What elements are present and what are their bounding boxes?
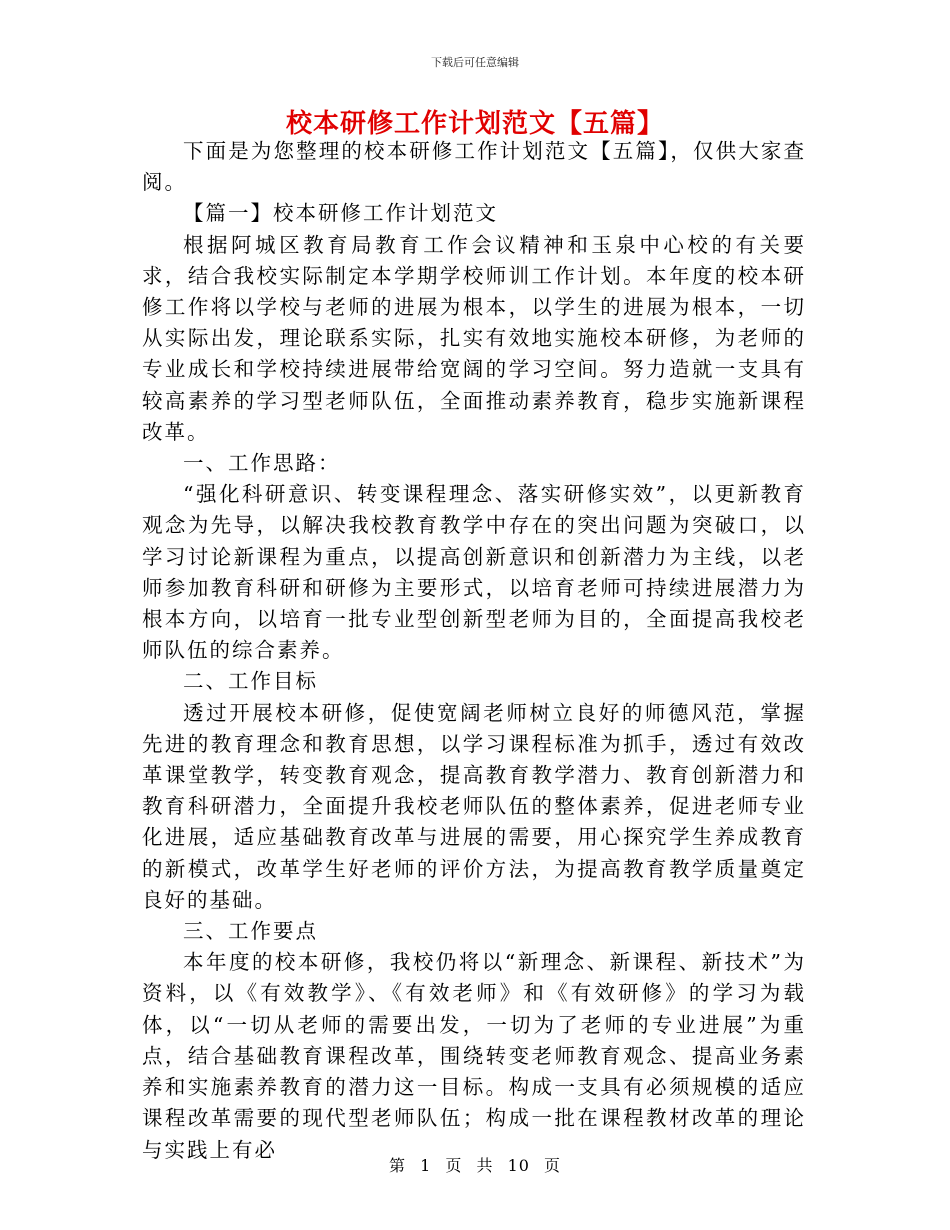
page-total: 10: [507, 1156, 530, 1175]
header-note: 下载后可任意编辑: [431, 56, 519, 69]
footer-middle1: 页: [445, 1156, 463, 1175]
body-paragraph: 本年度的校本研修，我校仍将以“新理念、新课程、新技术”为资料，以《有效教学》、《有效老师》和《有效研修》的学习为载体，以“一切从老师的需要出发，一切为了老师的专业进展”为重点，结合基础教育课程改革，围绕转变老师教育观念、提高业务素养和实施素养教育的潜力这一目标。构成一支具有必须规模的适应课程改革需要的现代型老师队伍；构成一批在课程教材改革的理论与实践上有必: [142, 950, 806, 1162]
body-paragraph: 透过开展校本研修，促使宽阔老师树立良好的师德风范，掌握先进的教育理念和教育思想，以学习课程标准为抓手，透过有效改革课堂教学，转变教育观念，提高教育教学潜力、教育创新潜力和教育科研潜力，全面提升我校老师队伍的整体素养，促进老师专业化进展，适应基础教育改革与进展的需要，用心探究学生养成教育的新模式，改革学生好老师的评价方法，为提高教育教学质量奠定良好的基础。: [142, 700, 806, 912]
footer-suffix: 页: [544, 1156, 562, 1175]
section-heading: 三、工作要点: [183, 919, 318, 944]
section-heading-part-one: 【篇一】校本研修工作计划范文: [183, 201, 498, 226]
section-heading: 二、工作目标: [183, 669, 318, 694]
footer-middle2: 共: [476, 1156, 494, 1175]
intro-paragraph: 下面是为您整理的校本研修工作计划范文【五篇】，仅供大家查阅。: [142, 139, 806, 195]
body-paragraph: “强化科研意识、转变课程理念、落实研修实效”，以更新教育观念为先导，以解决我校教育教学中存在的突出问题为突破口，以学习讨论新课程为重点，以提高创新意识和创新潜力为主线，以老师参加教育科研和研修为主要形式，以培育老师可持续进展潜力为根本方向，以培育一批专业型创新型老师为目的，全面提高我校老师队伍的综合素养。: [142, 482, 806, 663]
page-number: 1: [420, 1156, 432, 1175]
section-heading: 一、工作思路：: [183, 451, 341, 476]
body-paragraph: 根据阿城区教育局教育工作会议精神和玉泉中心校的有关要求，结合我校实际制定本学期学校师训工作计划。本年度的校本研修工作将以学校与老师的进展为根本，以学生的进展为根本，一切从实际出发，理论联系实际，扎实有效地实施校本研修，为老师的专业成长和学校持续进展带给宽阔的学习空间。努力造就一支具有较高素养的学习型老师队伍，全面推动素养教育，稳步实施新课程改革。: [142, 232, 806, 444]
document-title: 校本研修工作计划范文【五篇】: [285, 109, 664, 139]
footer-prefix: 第: [388, 1156, 406, 1175]
document-body: [142, 136, 806, 1166]
page-footer: [0, 1153, 950, 1176]
